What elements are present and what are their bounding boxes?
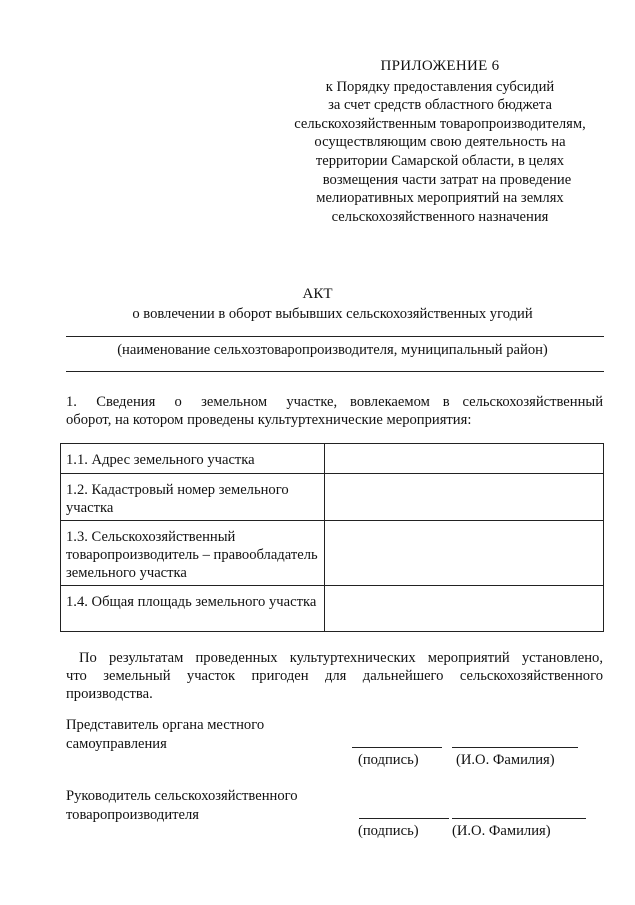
- table-row: [61, 521, 604, 586]
- section-1-heading: [66, 393, 603, 429]
- signature-line: [359, 818, 449, 819]
- table-cell-value: [325, 521, 604, 586]
- signatory-title: Руководитель сельскохозяйственного: [66, 788, 298, 804]
- signature-line: [352, 747, 442, 748]
- result-line: что земельный участок пригоден для дальнейшего сельскохозяйственного: [66, 668, 603, 684]
- table-cell-label: 1.4. Общая площадь земельного участка: [61, 586, 325, 632]
- appendix-line: сельскохозяйственным товаропроизводителям,: [294, 115, 586, 132]
- signatory-producer: [66, 787, 298, 825]
- appendix-line: территории Самарской области, в целях: [315, 152, 565, 169]
- result-line: По результатам проведенных культуртехнических мероприятий установлено,: [79, 650, 603, 666]
- table-cell-value: [325, 474, 604, 521]
- producer-caption: (наименование сельхозтоваропроизводителя, муниципальный район): [117, 342, 548, 358]
- table-cell-label: 1.3. Сельскохозяйственный товаропроизводитель – правообладатель земельного участка: [61, 521, 325, 586]
- name-line: [452, 747, 578, 748]
- name-caption: (И.О. Фамилия): [456, 752, 555, 768]
- table-cell-label: 1.1. Адрес земельного участка: [61, 444, 325, 474]
- signature-caption: (подпись): [358, 823, 419, 839]
- land-plot-table: [60, 443, 604, 632]
- signatory-title: самоуправления: [66, 736, 167, 752]
- producer-name-line: [66, 336, 604, 337]
- name-caption: (И.О. Фамилия): [452, 823, 551, 839]
- result-line: производства.: [66, 686, 153, 702]
- act-title: АКТ: [302, 286, 333, 302]
- appendix-line: мелиоративных мероприятий на землях: [316, 190, 564, 207]
- district-line: [66, 371, 604, 372]
- act-subtitle: о вовлечении в оборот выбывших сельскохозяйственных угодий: [132, 306, 533, 322]
- table-row: [61, 474, 604, 521]
- appendix-header: [270, 57, 610, 226]
- table-cell-label: 1.2. Кадастровый номер земельного участка: [61, 474, 325, 521]
- appendix-line: осуществляющим свою деятельность на: [314, 134, 566, 151]
- table-cell-value: [325, 444, 604, 474]
- result-paragraph: [66, 649, 603, 703]
- table-row: [61, 444, 604, 474]
- appendix-line: к Порядку предоставления субсидий: [325, 78, 555, 95]
- appendix-line: сельскохозяйственного назначения: [331, 208, 549, 225]
- table-cell-value: [325, 586, 604, 632]
- signature-caption: (подпись): [358, 752, 419, 768]
- table-row: [61, 586, 604, 632]
- appendix-line: за счет средств областного бюджета: [328, 97, 552, 114]
- section-1-line: 1. Сведения о земельном участке, вовлекаемом в сельскохозяйственный: [66, 394, 603, 410]
- appendix-title: ПРИЛОЖЕНИЕ 6: [380, 58, 500, 74]
- signatory-title: товаропроизводителя: [66, 807, 199, 823]
- section-1-line: оборот, на котором проведены культуртехнические мероприятия:: [66, 412, 472, 428]
- appendix-line: возмещения части затрат на проведение: [322, 171, 572, 188]
- signatory-title: Представитель органа местного: [66, 717, 265, 733]
- signatory-local-government: [66, 716, 264, 754]
- name-line: [452, 818, 586, 819]
